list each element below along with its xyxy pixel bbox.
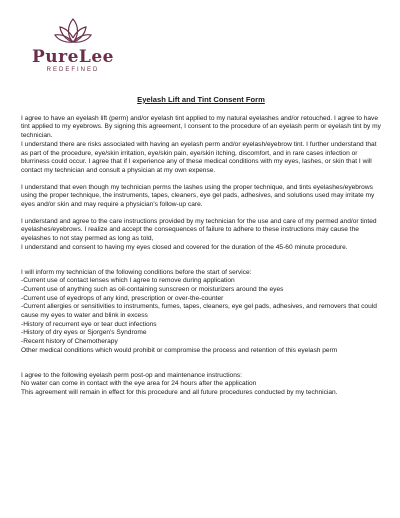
paragraph-conditions	[21, 269, 381, 356]
paragraph-technique: I understand that even though my technician perms the lashes using the proper technique, and tints eyelashes/eyebrows using the proper technique, the instruments, tapes, cleaners, eye gel pads, adhesives, and solutions used may irritate my eyes and/or skin and may require a physician's follow-up care.	[21, 183, 375, 209]
text-line: I agree to the following eyelash perm post-op and maintenance instructions:	[21, 371, 243, 379]
text-line: No water can come in contact with the eye area for 24 hours after the application	[21, 380, 257, 388]
text-line: I will inform my technician of the following conditions before the start of service:	[21, 268, 252, 276]
list-item: -Current use of anything such as oil-containing sunscreen or moisturizers around the eyes	[21, 285, 284, 293]
document-title: Eyelash Lift and Tint Consent Form	[137, 95, 265, 104]
brand-name: PureLee	[31, 47, 114, 67]
brand-tagline: REDEFINED	[46, 67, 100, 73]
logo	[30, 16, 116, 74]
text-line: This agreement will remain in effect for this procedure and all future procedures conducted by my technician.	[21, 388, 338, 396]
paragraph-agreement	[21, 115, 381, 176]
text-line: I understand and consent to having my eyes closed and covered for the duration of the 45-60 minute procedure.	[21, 243, 348, 251]
list-item: -History of dry eyes or Sjorgen's Syndrome	[21, 329, 147, 337]
list-item: -History of recurrent eye or tear duct infections	[21, 320, 157, 328]
lotus-icon	[53, 16, 93, 46]
list-item: -Recent history of Chemotherapy	[21, 338, 118, 346]
text-line: I agree to have an eyelash lift (perm) and/or eyelash tint applied to my natural eyelashes and/or retouched. I agree to have tint applied to my eyebrows. By signing this agreement, I consent to the procedure of an eyelash perm or eyelash tint by my technician.	[21, 114, 381, 140]
list-item: -Current allergies or sensitivities to instruments, fumes, tapes, cleaners, eye gel pads, adhesives, and removers that could cause my eyes to water and blink in excess	[21, 303, 377, 320]
paragraph-postop	[21, 372, 381, 398]
text-line: Other medical conditions which would prohibit or compromise the process and retention of this eyelash perm	[21, 346, 338, 354]
text-line: I understand there are risks associated with having an eyelash perm and/or eyelash/eyebrow tint. I further understand that as part of the procedure, eye/skin irritation, eye/skin pain, eye/skin itching, discomfort, and in rare cases infection or blurriness could occur. I agree that if I experience any of these medical conditions with my eyes, lashes, or skin that I will contact my technician and consult a physician at my own expense.	[21, 140, 377, 174]
list-item: -Current use of contact lenses which I agree to remove during application	[21, 277, 235, 285]
paragraph-care	[21, 218, 381, 253]
text-line: I understand and agree to the care instructions provided by my technician for the use and care of my permed and/or tinted eyelashes/eyebrows. I realize and accept the consequences of failure to adhere to these instructions may cause the eyelashes to not stay permed as long as told,	[21, 217, 377, 243]
consent-document	[21, 96, 381, 406]
list-item: -Current use of eyedrops of any kind, prescription or over-the-counter	[21, 294, 224, 302]
